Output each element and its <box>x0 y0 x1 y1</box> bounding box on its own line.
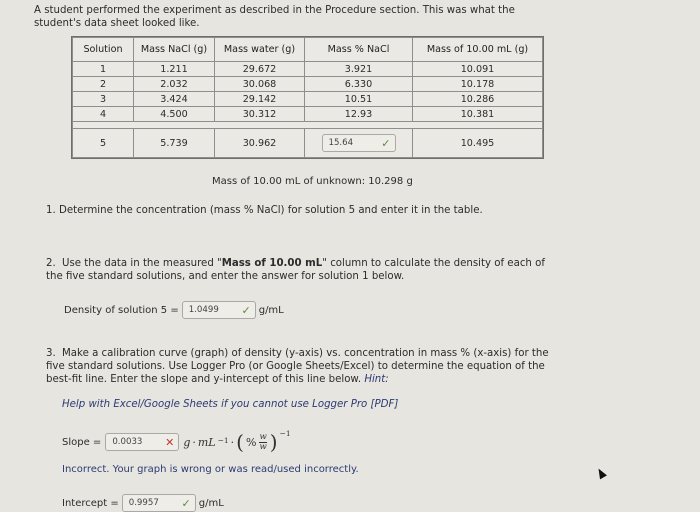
unknown-mass: Mass of 10.00 mL of unknown: 10.298 g <box>212 176 413 187</box>
intro-text: A student performed the experiment as described in the Procedure section. This was what the student's data sheet looked like. <box>34 5 515 29</box>
cell: 30.312 <box>215 107 305 122</box>
slope-unit <box>183 428 291 454</box>
fraction-denominator: w <box>259 441 267 452</box>
slope-feedback: Incorrect. Your graph is wrong or was read/used incorrectly. <box>62 464 359 475</box>
close-paren: ) <box>269 430 278 454</box>
question-3 <box>46 347 566 386</box>
table-row <box>73 77 543 92</box>
table-row-solution-5 <box>73 129 543 158</box>
question-1-text: Determine the concentration (mass % NaCl) for solution 5 and enter it in the table. <box>58 205 483 216</box>
cell: 10.495 <box>413 129 543 158</box>
question-2-text-suffix: " column to calculate the density of each of the five standard solutions, and enter the answer for solution 1 below. <box>46 258 545 282</box>
intercept-answer-row <box>62 494 224 512</box>
check-icon: ✓ <box>381 136 391 150</box>
hint-link[interactable]: Hint: <box>364 374 389 385</box>
intercept-input[interactable] <box>122 494 196 512</box>
unit-fraction <box>259 433 266 452</box>
unit-g: g <box>183 435 191 449</box>
cell: 10.091 <box>413 62 543 77</box>
cell: 5 <box>73 129 134 158</box>
cell: 1.211 <box>134 62 215 77</box>
separator-cell <box>73 122 543 129</box>
table-header-row <box>73 38 543 62</box>
cell: 4.500 <box>134 107 215 122</box>
slope-answer-row <box>62 428 291 454</box>
cell: 3.921 <box>305 62 413 77</box>
unit-ml: mL <box>197 435 216 449</box>
cell-mass-percent-input <box>305 129 413 158</box>
check-icon: ✓ <box>241 303 251 317</box>
mouse-cursor-icon <box>595 467 607 480</box>
table-row <box>73 107 543 122</box>
cell: 29.142 <box>215 92 305 107</box>
cell: 6.330 <box>305 77 413 92</box>
cell: 30.962 <box>215 129 305 158</box>
density-input[interactable] <box>182 301 256 319</box>
unit-dot: · <box>230 435 235 449</box>
question-2-text-bold: Mass of 10.00 mL <box>221 258 323 269</box>
density-answer-row <box>64 301 284 319</box>
cell: 10.51 <box>305 92 413 107</box>
cell: 29.672 <box>215 62 305 77</box>
unit-dot: · <box>192 435 196 449</box>
cell: 10.381 <box>413 107 543 122</box>
intercept-label: Intercept = <box>62 497 119 509</box>
question-2-text-prefix: Use the data in the measured " <box>62 258 222 269</box>
header-mass-10ml: Mass of 10.00 mL (g) <box>413 38 543 62</box>
question-1-number: 1. <box>46 205 56 216</box>
cell: 5.739 <box>134 129 215 158</box>
help-link[interactable]: Help with Excel/Google Sheets if you cannot use Logger Pro [PDF] <box>62 399 399 410</box>
header-mass-water: Mass water (g) <box>215 38 305 62</box>
cell: 10.286 <box>413 92 543 107</box>
header-mass-percent: Mass % NaCl <box>305 38 413 62</box>
density-value: 1.0499 <box>188 305 219 315</box>
cell: 12.93 <box>305 107 413 122</box>
cell: 1 <box>73 62 134 77</box>
question-3-text: Make a calibration curve (graph) of density (y-axis) vs. concentration in mass % (x-axis) for the five standard solutions. Use Logger Pro (or Google Sheets/Excel) to determine the equation of the best-fit line. Enter the slope and y-intercept of this line below. <box>46 348 549 385</box>
header-mass-nacl: Mass NaCl (g) <box>134 38 215 62</box>
open-paren: ( <box>236 430 244 454</box>
cross-icon: ✕ <box>165 435 175 449</box>
data-sheet-table <box>72 37 543 158</box>
outer-exponent: −1 <box>279 428 291 438</box>
unit-percent: % <box>245 435 257 449</box>
density-unit: g/mL <box>258 304 284 316</box>
question-3-number: 3. <box>46 348 56 359</box>
table-row <box>73 62 543 77</box>
cell: 3.424 <box>134 92 215 107</box>
cell: 10.178 <box>413 77 543 92</box>
cell: 2 <box>73 77 134 92</box>
question-2-number: 2. <box>46 258 56 269</box>
unit-ml-exponent: −1 <box>217 435 229 445</box>
fraction-numerator: w <box>259 431 267 442</box>
slope-input[interactable] <box>105 433 179 451</box>
cell: 30.068 <box>215 77 305 92</box>
check-icon: ✓ <box>181 496 191 510</box>
cell: 4 <box>73 107 134 122</box>
mass-percent-value: 15.64 <box>328 138 354 148</box>
cell: 3 <box>73 92 134 107</box>
intercept-unit: g/mL <box>198 497 224 509</box>
mass-percent-input[interactable] <box>322 134 396 152</box>
cell: 2.032 <box>134 77 215 92</box>
header-solution: Solution <box>73 38 134 62</box>
slope-value: 0.0033 <box>112 437 143 447</box>
question-1 <box>46 204 483 217</box>
slope-label: Slope = <box>62 436 102 448</box>
table-row <box>73 92 543 107</box>
question-2 <box>46 257 546 283</box>
intercept-value: 0.9957 <box>128 498 159 508</box>
table-separator <box>73 122 543 129</box>
density-label: Density of solution 5 = <box>64 304 179 316</box>
